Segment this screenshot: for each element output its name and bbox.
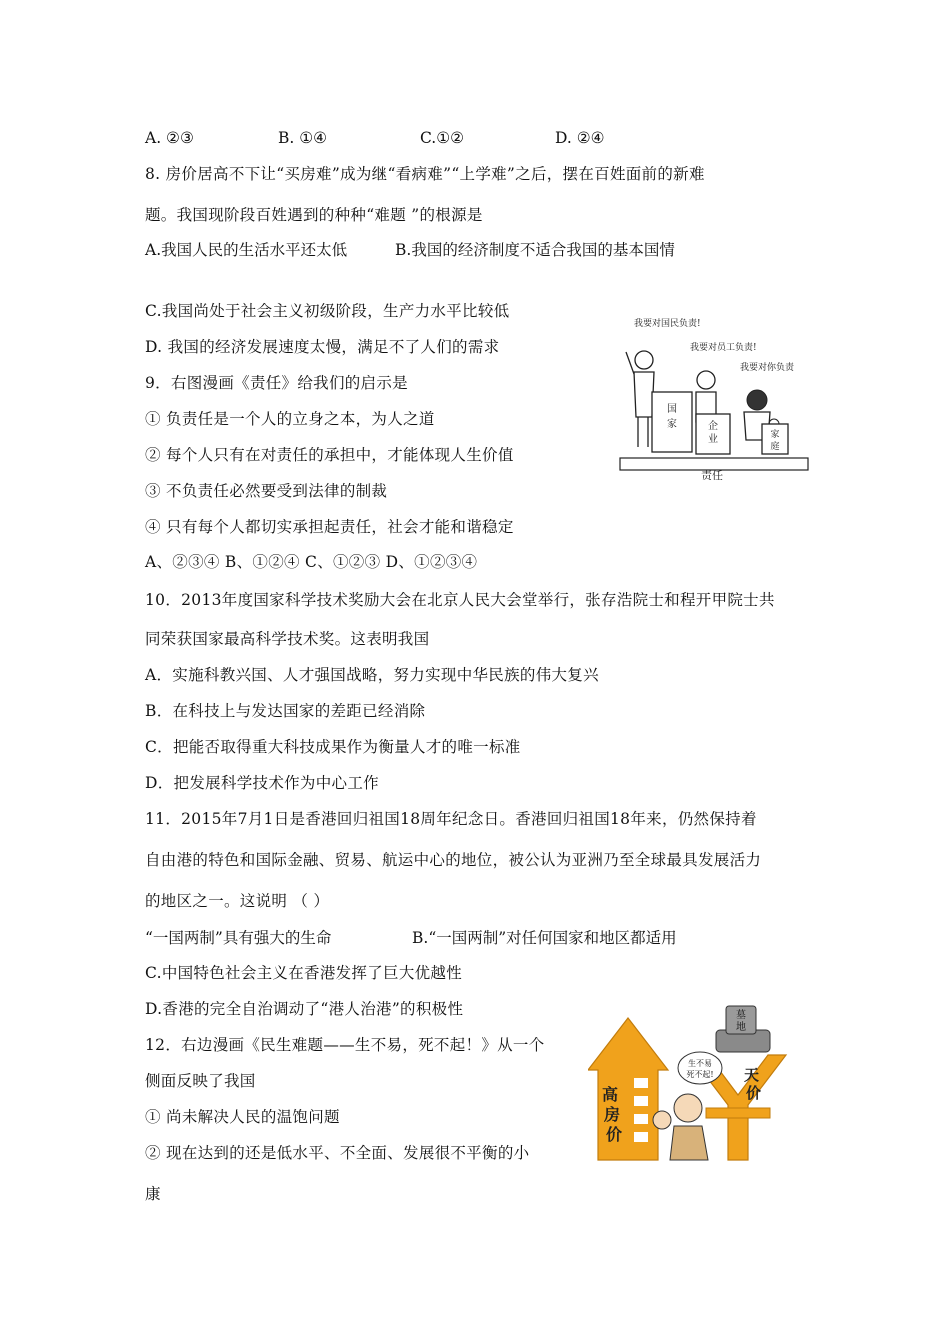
svg-text:价: 价 <box>746 1084 762 1102</box>
q10-option-d: D．把发展科学技术作为中心工作 <box>145 774 379 792</box>
speech-bubble-3: 我要对你负责 <box>740 363 795 373</box>
q8-stem-line1: 8. 房价居高不下让“买房难”成为继“看病难”“上学难”之后，摆在百姓面前的新难 <box>145 165 705 183</box>
q9-item-4: ④ 只有每个人都切实承担起责任，社会才能和谐稳定 <box>145 518 514 536</box>
svg-text:家: 家 <box>770 430 780 440</box>
livelihood-cartoon <box>588 1000 803 1165</box>
svg-text:死不起!: 死不起! <box>686 1070 714 1079</box>
svg-text:企: 企 <box>708 421 718 432</box>
svg-text:庭: 庭 <box>770 442 780 452</box>
q9-item-2: ② 每个人只有在对责任的承担中，才能体现人生价值 <box>145 446 514 464</box>
q9-item-3: ③ 不负责任必然要受到法律的制裁 <box>145 482 388 500</box>
q8-option-a: A.我国人民的生活水平还太低 <box>145 241 348 259</box>
q12-item-1: ① 尚未解决人民的温饱问题 <box>145 1108 340 1126</box>
q11-stem-line3: 的地区之一。这说明 （ ） <box>145 892 330 910</box>
q7-option-c: C.①② <box>420 129 465 147</box>
q10-stem-line1: 10．2013年度国家科学技术奖励大会在北京人民大会堂举行，张存浩院士和程开甲院士共 <box>145 591 775 609</box>
q10-option-b: B．在科技上与发达国家的差距已经消除 <box>145 702 426 720</box>
q8-option-b: B.我国的经济制度不适合我国的基本国情 <box>395 241 675 259</box>
q11-option-d: D.香港的完全自治调动了“港人治港”的积极性 <box>145 1000 464 1018</box>
q7-option-d: D. ②④ <box>555 129 605 147</box>
speech-bubble-2: 我要对员工负责! <box>690 343 757 353</box>
q11-option-a: “一国两制”具有强大的生命 <box>145 929 332 947</box>
q11-option-b: B.“一国两制”对任何国家和地区都适用 <box>412 929 677 947</box>
q10-option-c: C．把能否取得重大科技成果作为衡量人才的唯一标准 <box>145 738 521 756</box>
svg-text:房: 房 <box>604 1105 621 1124</box>
q12-stem-line2: 侧面反映了我国 <box>145 1072 256 1090</box>
right-arrow-label: 天 <box>744 1066 760 1084</box>
bubble-line-1: 生不易 <box>688 1059 712 1068</box>
q8-option-c: C.我国尚处于社会主义初级阶段，生产力水平比较低 <box>145 302 510 320</box>
cartoon-caption: 责任 <box>701 469 723 480</box>
q12-stem-line1: 12．右边漫画《民生难题——生不易，死不起！》从一个 <box>145 1036 545 1054</box>
q12-item-2-line1: ② 现在达到的还是低水平、不全面、发展很不平衡的小 <box>145 1144 530 1162</box>
q9-item-1: ① 负责任是一个人的立身之本，为人之道 <box>145 410 435 428</box>
q11-stem-line1: 11．2015年7月1日是香港回归祖国18周年纪念日。香港回归祖国18年来，仍然保持着 <box>145 810 757 828</box>
speech-bubble-1: 我要对国民负责! <box>634 319 701 329</box>
label-country-1: 国 <box>667 404 677 415</box>
tomb-label-1: 墓 <box>736 1010 746 1021</box>
q8-stem-line2: 题。我国现阶段百姓遇到的种种“难题 ”的根源是 <box>145 206 483 224</box>
q7-option-b: B. ①④ <box>278 129 328 147</box>
q11-stem-line2: 自由港的特色和国际金融、贸易、航运中心的地位，被公认为亚洲乃至全球最具发展活力 <box>145 851 762 869</box>
q10-option-a: A．实施科教兴国、人才强国战略，努力实现中华民族的伟大复兴 <box>145 666 599 684</box>
svg-text:价: 价 <box>606 1125 623 1144</box>
q9-options: A、②③④ B、①②④ C、①②③ D、①②③④ <box>145 553 478 571</box>
label-country-2: 家 <box>667 419 677 430</box>
q11-option-c: C.中国特色社会主义在香港发挥了巨大优越性 <box>145 964 463 982</box>
q9-stem: 9．右图漫画《责任》给我们的启示是 <box>145 374 408 392</box>
q7-option-a: A. ②③ <box>145 129 194 147</box>
responsibility-cartoon <box>612 312 812 480</box>
q10-stem-line2: 同荣获国家最高科学技术奖。这表明我国 <box>145 630 430 648</box>
left-arrow-label-1: 高 <box>602 1085 619 1104</box>
svg-text:地: 地 <box>736 1022 746 1033</box>
q12-item-2-line2: 康 <box>145 1185 161 1203</box>
q8-option-d: D. 我国的经济发展速度太慢，满足不了人们的需求 <box>145 338 500 356</box>
svg-text:业: 业 <box>708 434 718 445</box>
